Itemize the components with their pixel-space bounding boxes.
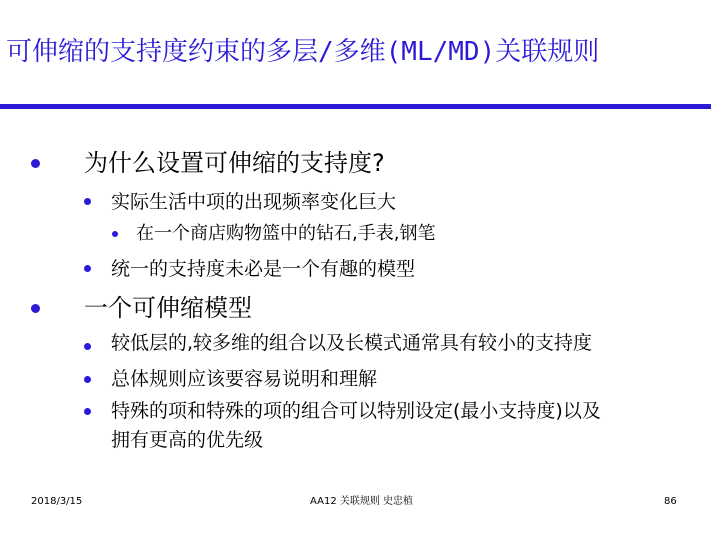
bullet-dot	[84, 198, 91, 205]
bullet-text: 为什么设置可伸缩的支持度?	[84, 149, 385, 177]
bullet-dot	[112, 231, 118, 237]
bullet-dot	[31, 304, 40, 313]
bullet-text: 总体规则应该要容易说明和理解	[111, 368, 378, 390]
footer-center: AA12 关联规则 史忠植	[310, 496, 414, 507]
slide-title: 可伸缩的支持度约束的多层/多维(ML/MD)关联规则	[6, 37, 600, 67]
title-divider	[0, 104, 711, 109]
bullet-text: 统一的支持度未必是一个有趣的模型	[111, 258, 416, 280]
bullet-dot	[84, 408, 91, 415]
bullet-text: 特殊的项和特殊的项的组合可以特别设定(最小支持度)以及	[111, 400, 601, 422]
bullet-text: 实际生活中项的出现频率变化巨大	[111, 191, 397, 213]
bullet-text: 在一个商店购物篮中的钻石,手表,钢笔	[136, 223, 436, 244]
bullet-text-continuation: 拥有更高的优先级	[111, 429, 264, 451]
footer-page-number: 86	[664, 496, 677, 507]
bullet-text: 一个可伸缩模型	[84, 294, 252, 322]
bullet-dot	[84, 265, 91, 272]
bullet-dot	[31, 159, 40, 168]
bullet-text: 较低层的,较多维的组合以及长模式通常具有较小的支持度	[111, 332, 593, 354]
footer-date: 2018/3/15	[31, 496, 83, 507]
bullet-dot	[84, 343, 91, 350]
bullet-dot	[84, 376, 91, 383]
